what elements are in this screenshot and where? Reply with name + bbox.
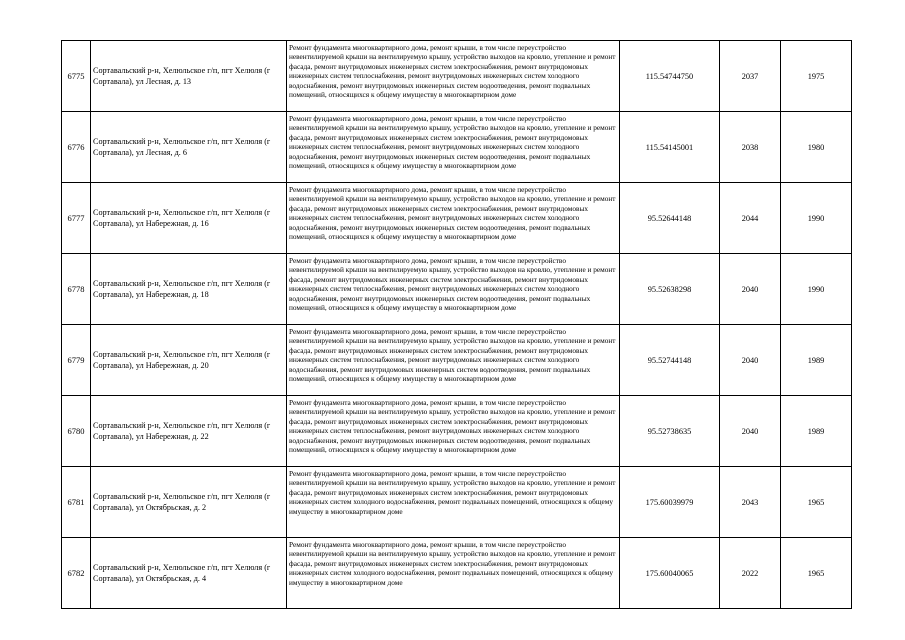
building-address: Сортавальский р-н, Хелюльское г/п, пгт Хелюля (г Сортавала), ул Набережная, д. 22 (91, 396, 287, 467)
build-year: 1990 (781, 183, 852, 254)
building-address: Сортавальский р-н, Хелюльское г/п, пгт Хелюля (г Сортавала), ул Октябрьская, д. 2 (91, 467, 287, 538)
planned-year: 2038 (720, 112, 781, 183)
build-year: 1989 (781, 396, 852, 467)
repair-works-text: Ремонт фундамента многоквартирного дома, ремонт крыши, в том числе переустройство невентилируемой крыши на вентилируемую крышу, устройство выходов на кровлю, утепление и ремонт фасада, ремонт внутридомовых инженерных систем электроснабжения, ремонт внутридомовых инженерных систем холодного водоснабжения, ремонт подвальных помещений, относящихся к общему имуществу в многоквартирном доме (289, 468, 616, 516)
row-number: 6776 (62, 112, 91, 183)
planned-year: 2037 (720, 41, 781, 112)
repair-works-cell (287, 467, 620, 538)
table-row (62, 254, 852, 325)
cost-value: 175.60040065 (620, 538, 720, 609)
table-row (62, 325, 852, 396)
building-address: Сортавальский р-н, Хелюльское г/п, пгт Хелюля (г Сортавала), ул Лесная, д. 6 (91, 112, 287, 183)
repair-works-text: Ремонт фундамента многоквартирного дома, ремонт крыши, в том числе переустройство невентилируемой крыши на вентилируемую крышу, устройство выходов на кровлю, утепление и ремонт фасада, ремонт внутридомовых инженерных систем электроснабжения, ремонт внутридомовых инженерных систем теплоснабжения, ремонт внутридомовых инженерных систем холодного водоснабжения, ремонт внутридомовых инженерных систем водоотведения, ремонт подвальных помещений, относящихся к общему имуществу в многоквартирном доме (289, 42, 616, 100)
repair-works-text: Ремонт фундамента многоквартирного дома, ремонт крыши, в том числе переустройство невентилируемой крыши на вентилируемую крышу, устройство выходов на кровлю, утепление и ремонт фасада, ремонт внутридомовых инженерных систем электроснабжения, ремонт внутридомовых инженерных систем теплоснабжения, ремонт внутридомовых инженерных систем холодного водоснабжения, ремонт внутридомовых инженерных систем водоотведения, ремонт подвальных помещений, относящихся к общему имуществу в многоквартирном доме (289, 255, 616, 313)
table-row (62, 41, 852, 112)
table-row (62, 467, 852, 538)
cost-value: 115.54145001 (620, 112, 720, 183)
repair-works-cell (287, 325, 620, 396)
planned-year: 2040 (720, 325, 781, 396)
repair-works-cell (287, 112, 620, 183)
table-row (62, 183, 852, 254)
repair-program-table (61, 40, 852, 609)
row-number: 6780 (62, 396, 91, 467)
repair-works-cell (287, 538, 620, 609)
repair-works-cell (287, 41, 620, 112)
repair-works-text: Ремонт фундамента многоквартирного дома, ремонт крыши, в том числе переустройство невентилируемой крыши на вентилируемую крышу, устройство выходов на кровлю, утепление и ремонт фасада, ремонт внутридомовых инженерных систем электроснабжения, ремонт внутридомовых инженерных систем теплоснабжения, ремонт внутридомовых инженерных систем холодного водоснабжения, ремонт внутридомовых инженерных систем водоотведения, ремонт подвальных помещений, относящихся к общему имуществу в многоквартирном доме (289, 184, 616, 242)
cost-value: 95.52644148 (620, 183, 720, 254)
row-number: 6782 (62, 538, 91, 609)
row-number: 6775 (62, 41, 91, 112)
build-year: 1965 (781, 467, 852, 538)
cost-value: 95.52738635 (620, 396, 720, 467)
building-address: Сортавальский р-н, Хелюльское г/п, пгт Хелюля (г Сортавала), ул Набережная, д. 20 (91, 325, 287, 396)
build-year: 1990 (781, 254, 852, 325)
table-row (62, 538, 852, 609)
build-year: 1975 (781, 41, 852, 112)
build-year: 1989 (781, 325, 852, 396)
repair-works-cell (287, 396, 620, 467)
row-number: 6777 (62, 183, 91, 254)
cost-value: 175.60039979 (620, 467, 720, 538)
build-year: 1965 (781, 538, 852, 609)
cost-value: 115.54744750 (620, 41, 720, 112)
repair-works-text: Ремонт фундамента многоквартирного дома, ремонт крыши, в том числе переустройство невентилируемой крыши на вентилируемую крышу, устройство выходов на кровлю, утепление и ремонт фасада, ремонт внутридомовых инженерных систем электроснабжения, ремонт внутридомовых инженерных систем теплоснабжения, ремонт внутридомовых инженерных систем холодного водоснабжения, ремонт внутридомовых инженерных систем водоотведения, ремонт подвальных помещений, относящихся к общему имуществу в многоквартирном доме (289, 397, 616, 455)
planned-year: 2040 (720, 254, 781, 325)
row-number: 6778 (62, 254, 91, 325)
table-row (62, 396, 852, 467)
planned-year: 2022 (720, 538, 781, 609)
building-address: Сортавальский р-н, Хелюльское г/п, пгт Хелюля (г Сортавала), ул Октябрьская, д. 4 (91, 538, 287, 609)
row-number: 6781 (62, 467, 91, 538)
row-number: 6779 (62, 325, 91, 396)
repair-works-text: Ремонт фундамента многоквартирного дома, ремонт крыши, в том числе переустройство невентилируемой крыши на вентилируемую крышу, устройство выходов на кровлю, утепление и ремонт фасада, ремонт внутридомовых инженерных систем электроснабжения, ремонт внутридомовых инженерных систем теплоснабжения, ремонт внутридомовых инженерных систем холодного водоснабжения, ремонт внутридомовых инженерных систем водоотведения, ремонт подвальных помещений, относящихся к общему имуществу в многоквартирном доме (289, 326, 616, 384)
table-row (62, 112, 852, 183)
repair-works-cell (287, 183, 620, 254)
cost-value: 95.52744148 (620, 325, 720, 396)
planned-year: 2040 (720, 396, 781, 467)
repair-works-text: Ремонт фундамента многоквартирного дома, ремонт крыши, в том числе переустройство невентилируемой крыши на вентилируемую крышу, устройство выходов на кровлю, утепление и ремонт фасада, ремонт внутридомовых инженерных систем электроснабжения, ремонт внутридомовых инженерных систем теплоснабжения, ремонт внутридомовых инженерных систем холодного водоснабжения, ремонт внутридомовых инженерных систем водоотведения, ремонт подвальных помещений, относящихся к общему имуществу в многоквартирном доме (289, 113, 616, 171)
planned-year: 2043 (720, 467, 781, 538)
building-address: Сортавальский р-н, Хелюльское г/п, пгт Хелюля (г Сортавала), ул Набережная, д. 18 (91, 254, 287, 325)
repair-works-text: Ремонт фундамента многоквартирного дома, ремонт крыши, в том числе переустройство невентилируемой крыши на вентилируемую крышу, устройство выходов на кровлю, утепление и ремонт фасада, ремонт внутридомовых инженерных систем электроснабжения, ремонт внутридомовых инженерных систем холодного водоснабжения, ремонт подвальных помещений, относящихся к общему имуществу в многоквартирном доме (289, 539, 616, 587)
building-address: Сортавальский р-н, Хелюльское г/п, пгт Хелюля (г Сортавала), ул Набережная, д. 16 (91, 183, 287, 254)
repair-works-cell (287, 254, 620, 325)
planned-year: 2044 (720, 183, 781, 254)
cost-value: 95.52638298 (620, 254, 720, 325)
building-address: Сортавальский р-н, Хелюльское г/п, пгт Хелюля (г Сортавала), ул Лесная, д. 13 (91, 41, 287, 112)
build-year: 1980 (781, 112, 852, 183)
